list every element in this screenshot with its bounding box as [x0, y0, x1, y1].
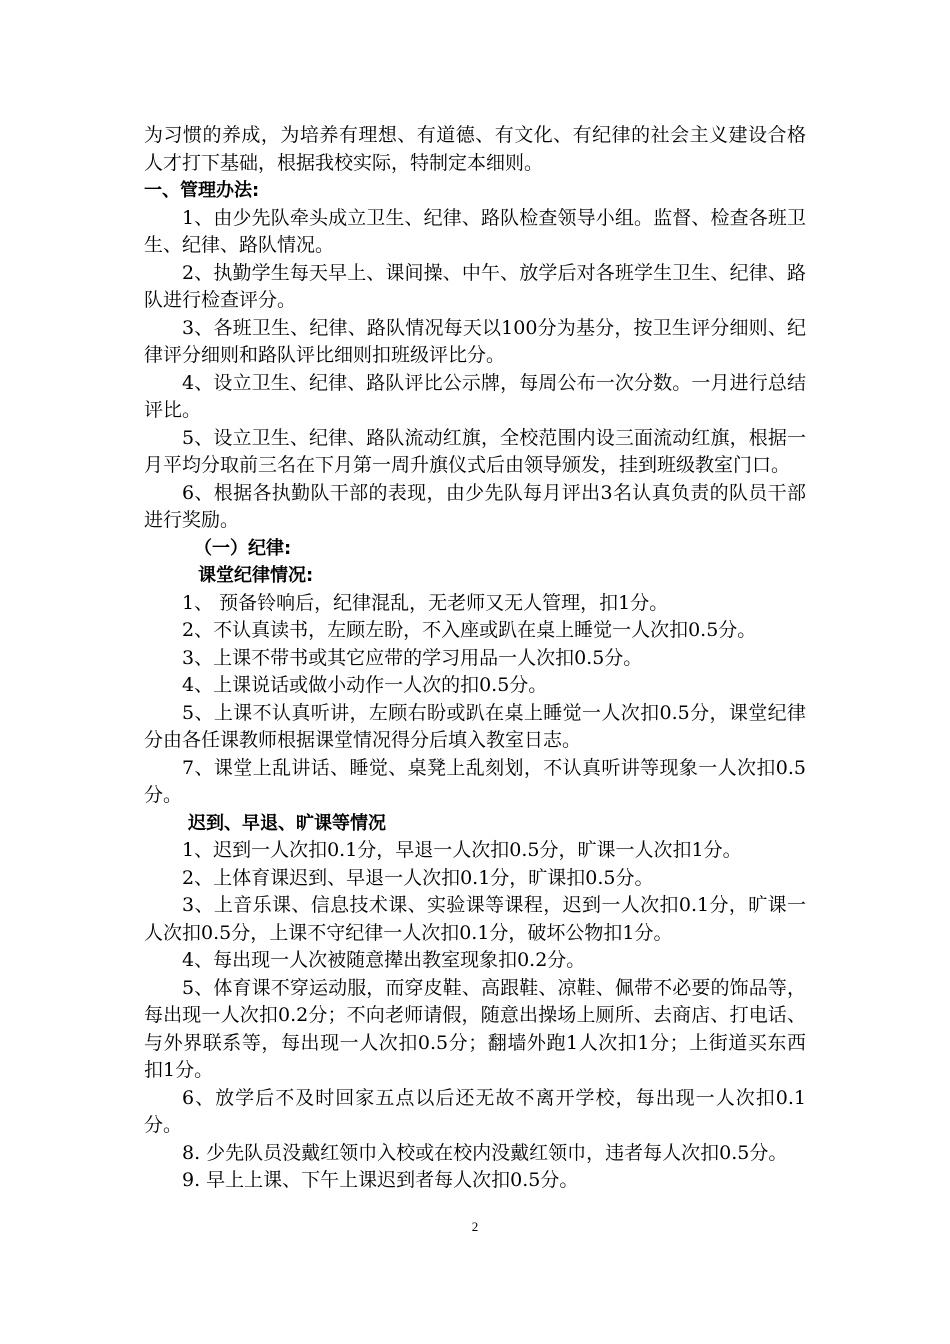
intro-paragraph: 为习惯的养成，为培养有理想、有道德、有文化、有纪律的社会主义建设合格人才打下基础，根据我校实际，特制定本细则。 [144, 124, 806, 174]
attendance-item-6: 6、放学后不及时回家五点以后还无故不离开学校，每出现一人次扣0.1分。 [144, 1086, 806, 1136]
classroom-item-2: 2、不认真读书，左顾左盼，不入座或趴在桌上睡觉一人次扣0.5分。 [182, 619, 757, 641]
classroom-item-4: 4、上课说话或做小动作一人次的扣0.5分。 [182, 674, 548, 696]
attendance-item-3: 3、上音乐课、信息技术课、实验课等课程，迟到一人次扣0.1分，旷课一人次扣0.5分，上课不守纪律一人次扣0.1分，破坏公物扣1分。 [144, 894, 806, 944]
document-body [144, 122, 806, 1195]
classroom-item-3: 3、上课不带书或其它应带的学习用品一人次扣0.5分。 [182, 646, 643, 669]
attendance-item-5: 5、体育课不穿运动服，而穿皮鞋、高跟鞋、凉鞋、佩带不必要的饰品等，每出现一人次扣0.2分；不向老师请假，随意出操场上厕所、去商店、打电话、与外界联系等，每出现一人次扣0.5分；翻墙外跑1人次扣1分；上街道买东西扣1分。 [144, 976, 806, 1081]
subheading-attendance: 迟到、早退、旷课等情况 [188, 812, 386, 834]
attendance-item-1: 1、迟到一人次扣0.1分，早退一人次扣0.5分，旷课一人次扣1分。 [182, 839, 742, 861]
management-item-1: 1、由少先队牵头成立卫生、纪律、路队检查领导小组。监督、检查各班卫生、纪律、路队情况。 [144, 206, 806, 256]
management-item-5: 5、设立卫生、纪律、路队流动红旗，全校范围内设三面流动红旗，根据一月平均分取前三名在下月第一周升旗仪式后由领导颁发，挂到班级教室门口。 [144, 426, 806, 476]
management-item-3: 3、各班卫生、纪律、路队情况每天以100分为基分，按卫生评分细则、纪律评分细则和路队评比细则扣班级评比分。 [144, 316, 806, 366]
attendance-item-8: 8. 少先队员没戴红领巾入校或在校内没戴红领巾，违者每人次扣0.5分。 [182, 1141, 788, 1164]
page-number: 2 [471, 1219, 479, 1234]
classroom-item-1: 1、 预备铃响后，纪律混乱，无老师又无人管理，扣1分。 [182, 591, 669, 614]
section-heading-management: 一、管理办法: [144, 180, 260, 201]
attendance-item-4: 4、每出现一人次被随意撵出教室现象扣0.2分。 [182, 949, 586, 971]
attendance-item-2: 2、上体育课迟到、早退一人次扣0.1分，旷课扣0.5分。 [182, 866, 654, 889]
classroom-item-5: 5、上课不认真听讲，左顾右盼或趴在桌上睡觉一人次扣0.5分，课堂纪律分由各任课教师根据课堂情况得分后填入教室日志。 [144, 701, 806, 751]
classroom-item-7: 7、课堂上乱讲话、睡觉、桌凳上乱刻划，不认真听讲等现象一人次扣0.5分。 [144, 756, 806, 806]
management-item-6: 6、根据各执勤队干部的表现，由少先队每月评出3名认真负责的队员干部进行奖励。 [144, 481, 806, 531]
subheading-classroom-discipline: 课堂纪律情况: [198, 565, 314, 586]
management-item-2: 2、执勤学生每天早上、课间操、中午、放学后对各班学生卫生、纪律、路队进行检查评分。 [144, 261, 806, 311]
management-item-4: 4、设立卫生、纪律、路队评比公示牌，每周公布一次分数。一月进行总结评比。 [144, 371, 806, 421]
attendance-item-9: 9. 早上上课、下午上课迟到者每人次扣0.5分。 [182, 1169, 579, 1191]
subsection-heading-discipline: （一）纪律: [194, 537, 292, 559]
